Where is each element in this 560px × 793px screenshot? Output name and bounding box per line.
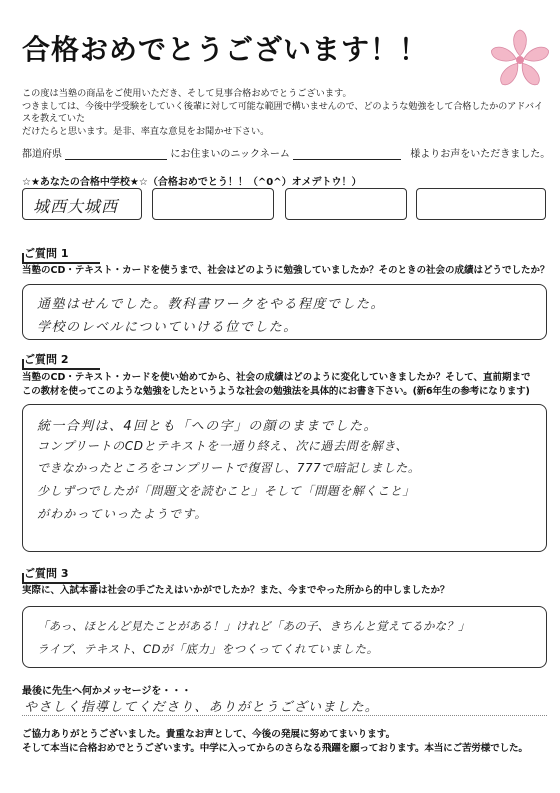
question-1-heading: ご質問 1 bbox=[22, 246, 100, 264]
school-box[interactable] bbox=[285, 188, 407, 220]
question-1-text: 当塾のCD・テキスト・カードを使うまで、社会はどのように勉強していましたか？そのときの社会の成績はどうでしたか？ bbox=[22, 265, 550, 276]
heading-tick bbox=[22, 359, 24, 370]
answer-line: できなかったところをコンプリートで復習し、777で暗記しました。 bbox=[37, 461, 421, 475]
message-text: やさしく指導してくださり、ありがとうございました。 bbox=[24, 700, 380, 715]
question-2-line: 当塾のCD・テキスト・カードを使い始めてから、社会の成績はどのように変化していきましたか？そして、直前期まで bbox=[22, 372, 531, 383]
closing-line: ご協力ありがとうございました。貴重なお声として、今後の発展に努めてまいります。 bbox=[22, 729, 396, 740]
school-box[interactable] bbox=[22, 188, 142, 220]
question-3-text: 実際に、入試本番は社会の手ごたえはいかがでしたか？また、今までやった所から的中しましたか？ bbox=[22, 585, 450, 596]
answer-line: 学校のレベルについていける位でした。 bbox=[37, 320, 298, 335]
closing-text bbox=[22, 728, 552, 756]
question-2-heading: ご質問 2 bbox=[22, 352, 100, 370]
school-box[interactable] bbox=[416, 188, 546, 220]
nickname-label: にお住まいのニックネーム bbox=[170, 149, 290, 160]
school-name: 城西大城西 bbox=[33, 197, 119, 216]
sakura-flower-icon bbox=[487, 26, 553, 92]
answer-line: 通塾はせんでした。教科書ワークをやる程度でした。 bbox=[37, 297, 386, 312]
answer-line: 「あっ、ほとんど見たことがある！」けれど「あの子、きちんと覚えてるかな？」 bbox=[37, 619, 470, 633]
intro-line: つきましては、今後中学受験をしていく後輩に対して可能な範囲で構いませんので、どのような勉強をして合格したかのアドバイスを教えていた bbox=[22, 100, 543, 124]
respondent-info-row bbox=[22, 145, 551, 160]
message-label: 最後に先生へ何かメッセージを・・・ bbox=[22, 686, 192, 697]
question-2-line: この教材を使ってこのような勉強をしたというような社会の勉強法を具体的にお書き下さい。(新6年生の参考になります) bbox=[22, 386, 530, 397]
answer-2-box[interactable] bbox=[22, 404, 547, 552]
nickname-field[interactable] bbox=[293, 149, 401, 160]
heading-tick bbox=[22, 253, 24, 264]
question-2-text bbox=[22, 371, 552, 399]
answer-1-box[interactable] bbox=[22, 284, 547, 340]
answer-line: コンプリートのCDとテキストを一通り終え、次に過去問を解き、 bbox=[37, 439, 409, 453]
prefecture-field[interactable] bbox=[65, 149, 167, 160]
voice-suffix: 様よりお声をいただきました。 bbox=[410, 149, 551, 160]
prefecture-label: 都道府県 bbox=[22, 149, 62, 160]
answer-line: ライブ、テキスト、CDが「底力」をつくってくれていました。 bbox=[37, 642, 379, 656]
intro-line: だけたらと思います。是非、率直な意見をお聞かせ下さい。 bbox=[22, 125, 270, 137]
message-field[interactable] bbox=[22, 694, 547, 716]
school-label: ☆★あなたの合格中学校★☆（合格おめでとう！！（^0^）オメデトウ！） bbox=[22, 177, 362, 188]
answer-line: 少しずつでしたが「問題文を読むこと」そして「問題を解くこと」 bbox=[37, 484, 416, 498]
intro-line: この度は当塾の商品をご使用いただき、そして見事合格おめでとうございます。 bbox=[22, 88, 352, 99]
closing-line: そして本当に合格おめでとうございます。中学に入ってからのさらなる飛躍を願っております。本当にご苦労様でした。 bbox=[22, 743, 528, 754]
answer-line: がわかっていったようです。 bbox=[37, 507, 208, 521]
answer-3-box[interactable] bbox=[22, 606, 547, 668]
intro-text bbox=[22, 88, 547, 138]
heading-tick bbox=[22, 573, 24, 584]
school-box[interactable] bbox=[152, 188, 274, 220]
question-3-heading: ご質問 3 bbox=[22, 566, 100, 584]
answer-line: 統一合判は、4回とも「への字」の顔のままでした。 bbox=[37, 419, 378, 434]
page-title: 合格おめでとうございます！！ bbox=[22, 33, 429, 66]
